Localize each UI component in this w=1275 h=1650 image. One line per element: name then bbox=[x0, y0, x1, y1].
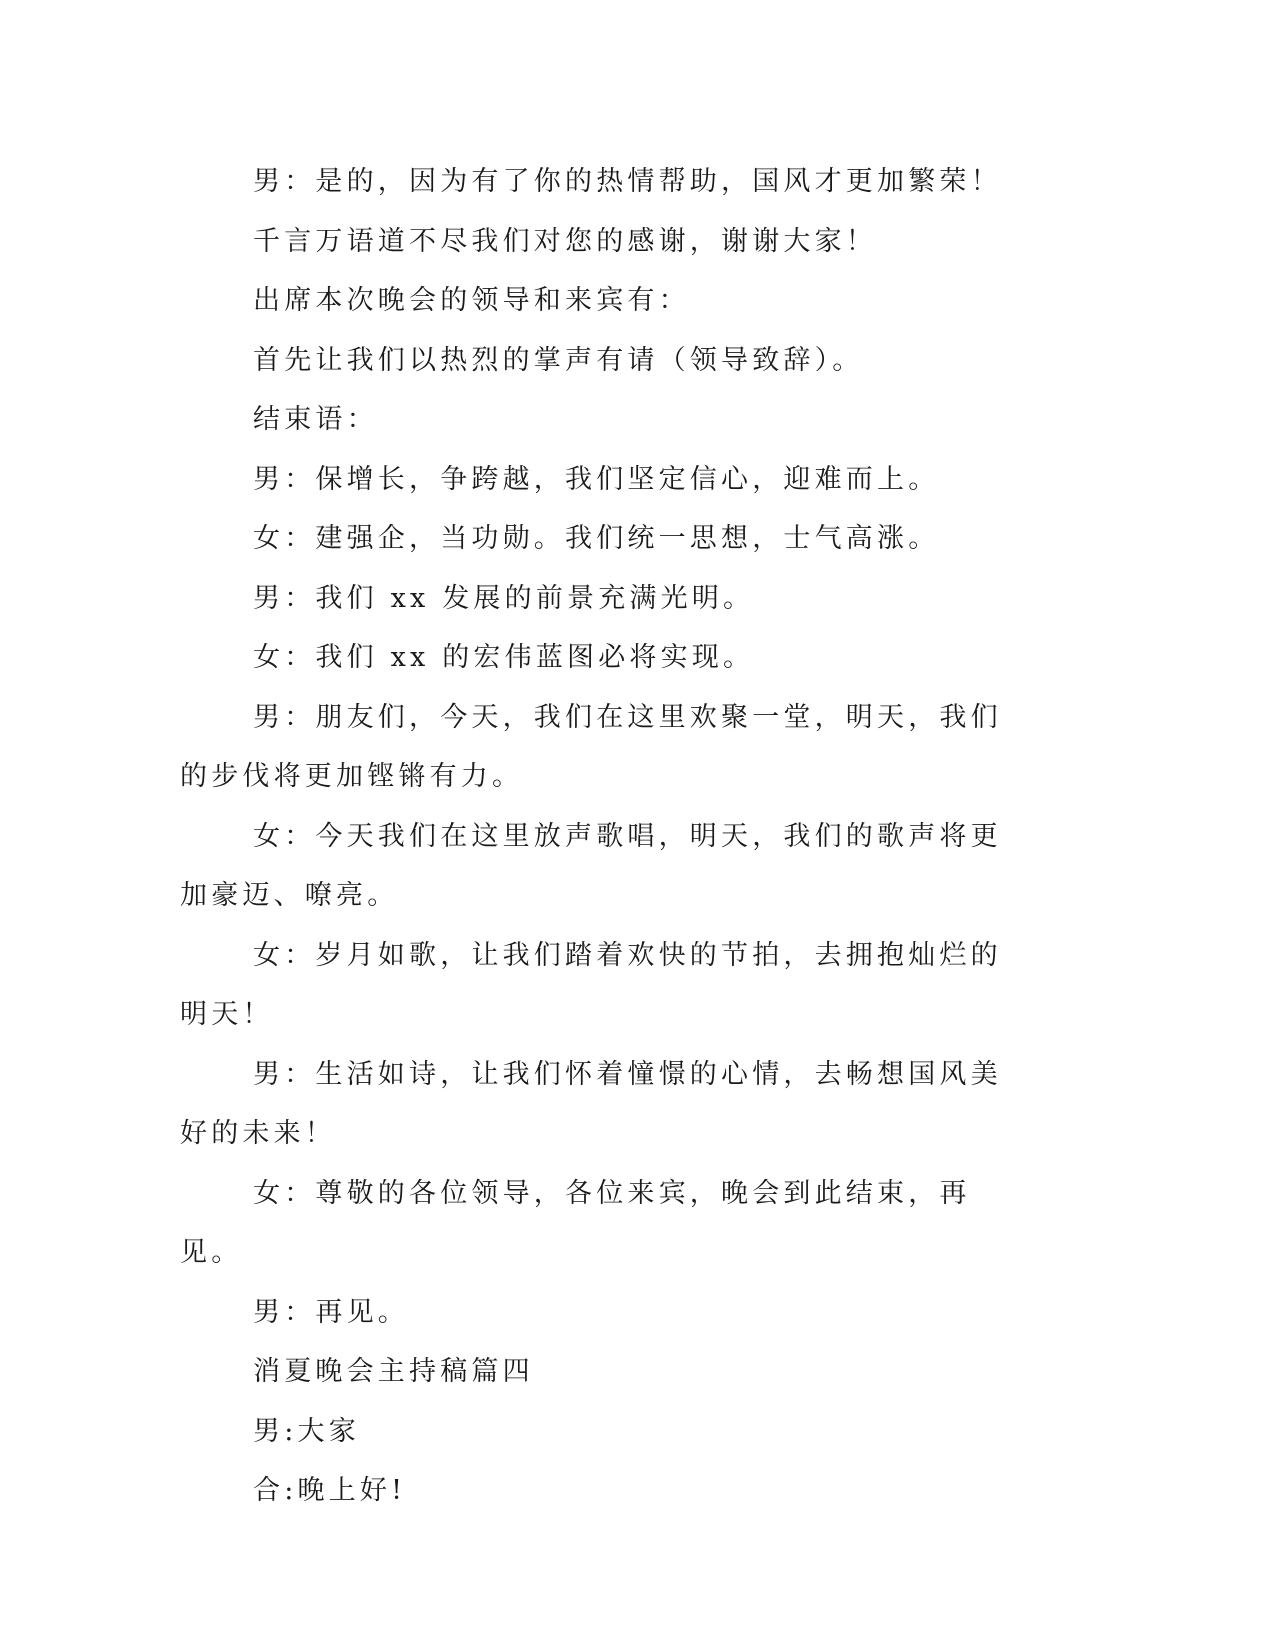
paragraph-8: 男：我们 xx 发展的前景充满光明。 bbox=[253, 582, 755, 614]
paragraph-10: 男：朋友们，今天，我们在这里欢聚一堂，明天，我们的步伐将更加铿锵有力。 bbox=[180, 701, 1002, 792]
section-heading: 消夏晚会主持稿篇四 bbox=[253, 1356, 534, 1387]
paragraph-5: 结束语： bbox=[253, 404, 378, 435]
paragraph-14: 女：尊敬的各位领导，各位来宾，晚会到此结束，再见。 bbox=[180, 1177, 971, 1268]
paragraph-13: 男：生活如诗，让我们怀着憧憬的心情，去畅想国风美好的未来！ bbox=[180, 1058, 1002, 1149]
paragraph-2: 千言万语道不尽我们对您的感谢，谢谢大家！ bbox=[253, 225, 877, 257]
paragraph-9: 女：我们 xx 的宏伟蓝图必将实现。 bbox=[253, 642, 755, 673]
paragraph-3: 出席本次晚会的领导和来宾有： bbox=[253, 285, 690, 316]
document-body bbox=[180, 152, 1030, 1521]
paragraph-7: 女：建强企，当功勋。我们统一思想，士气高涨。 bbox=[253, 523, 940, 554]
paragraph-1: 男：是的，因为有了你的热情帮助，国风才更加繁荣！ bbox=[253, 166, 1002, 197]
paragraph-4: 首先让我们以热烈的掌声有请（领导致辞）。 bbox=[253, 344, 864, 376]
paragraph-6: 男：保增长，争跨越，我们坚定信心，迎难而上。 bbox=[253, 463, 940, 495]
paragraph-15: 男：再见。 bbox=[253, 1296, 409, 1328]
paragraph-18: 合:晚上好! bbox=[253, 1475, 407, 1506]
paragraph-12: 女：岁月如歌，让我们踏着欢快的节拍，去拥抱灿烂的明天！ bbox=[180, 939, 1002, 1030]
paragraph-11: 女：今天我们在这里放声歌唱，明天，我们的歌声将更加豪迈、嘹亮。 bbox=[180, 820, 1002, 911]
paragraph-17: 男:大家 bbox=[253, 1415, 360, 1447]
